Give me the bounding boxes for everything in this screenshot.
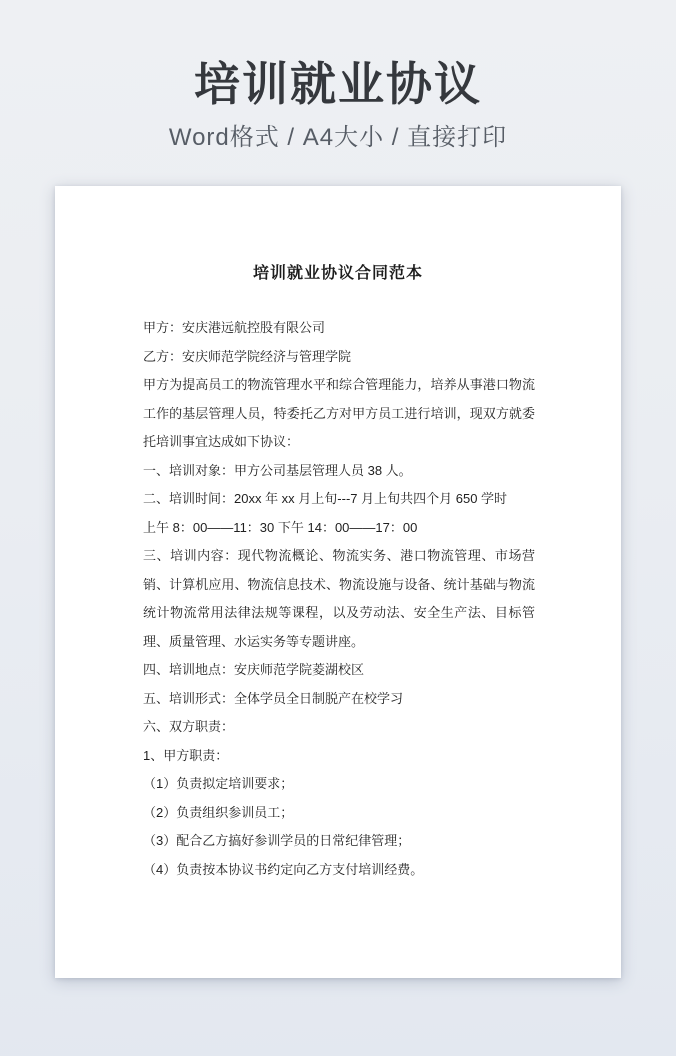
doc-paragraph-party-b: 乙方：安庆师范学院经济与管理学院 (143, 348, 352, 364)
doc-paragraph-section-2: 二、培训时间：20xx 年 xx 月上旬---7 月上旬共四个月 650 学时 (143, 491, 508, 506)
doc-paragraph-section-5: 五、培训形式：全体学员全日制脱产在校学习 (143, 690, 404, 706)
doc-paragraph-duty-1: （1）负责拟定培训要求； (143, 776, 294, 791)
doc-paragraph-party-a-duties: 1、甲方职责： (143, 747, 229, 763)
poster-header (0, 58, 676, 152)
doc-paragraph-section-6: 六、双方职责： (143, 719, 235, 734)
document-body (143, 314, 535, 884)
doc-paragraph-section-4: 四、培训地点：安庆师范学院菱湖校区 (143, 662, 365, 677)
document-page (55, 186, 621, 978)
doc-paragraph-section-3: 三、培训内容：现代物流概论、物流实务、港口物流管理、市场营销、计算机应用、物流信息技术、物流设施与设备、统计基础与物流统计物流常用法律法规等课程，以及劳动法、安全生产法、目标管理、质量管理、水运实务等专题讲座。 (143, 548, 535, 649)
poster-subtitle: Word格式 / A4大小 / 直接打印 (168, 124, 508, 151)
poster-title: 培训就业协议 (194, 58, 482, 110)
doc-paragraph-party-a: 甲方：安庆港远航控股有限公司 (143, 320, 326, 335)
doc-paragraph-duty-4: （4）负责按本协议书约定向乙方支付培训经费。 (143, 861, 424, 877)
doc-paragraph-duty-2: （2）负责组织参训员工； (143, 804, 294, 820)
document-title: 培训就业协议合同范本 (252, 265, 423, 282)
doc-paragraph-section-1: 一、培训对象：甲方公司基层管理人员 38 人。 (143, 462, 412, 478)
doc-paragraph-schedule: 上午 8：00——11：30 下午 14：00——17：00 (143, 519, 418, 535)
doc-paragraph-preamble: 甲方为提高员工的物流管理水平和综合管理能力，培养从事港口物流工作的基层管理人员，特委托乙方对甲方员工进行培训，现双方就委托培训事宜达成如下协议： (143, 377, 535, 449)
doc-paragraph-duty-3: （3）配合乙方搞好参训学员的日常纪律管理； (143, 833, 411, 848)
